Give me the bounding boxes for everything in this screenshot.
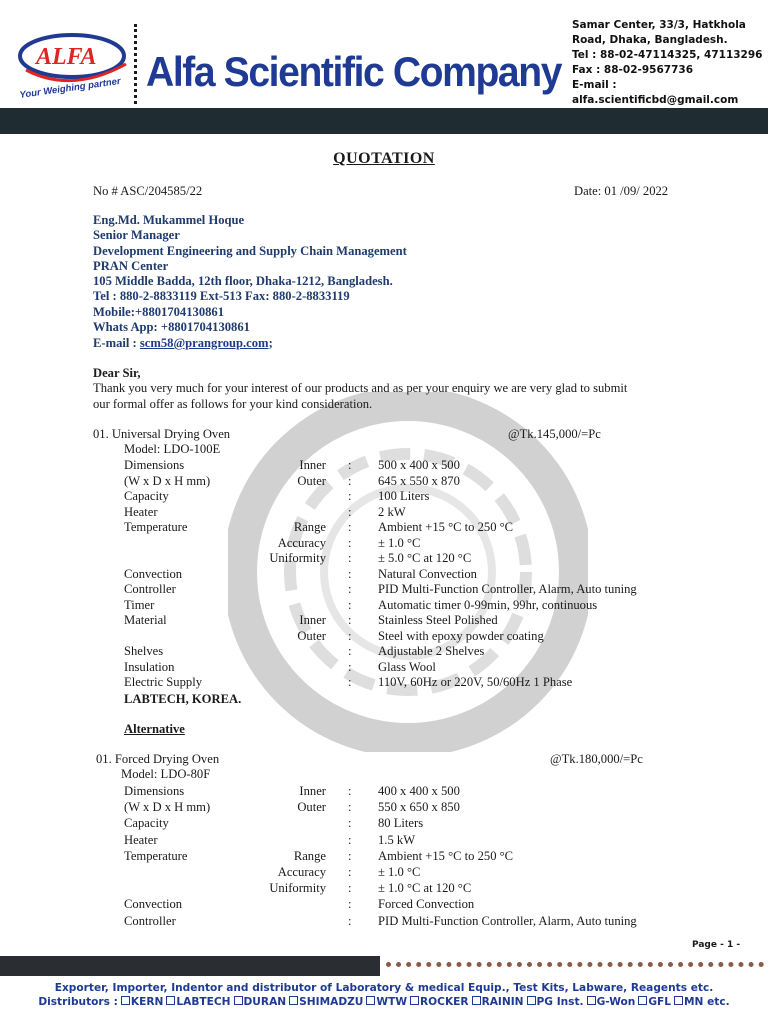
spec-label: Temperature xyxy=(124,848,188,863)
address-line: Road, Dhaka, Bangladesh. xyxy=(572,34,728,46)
spec-value: Stainless Steel Polished xyxy=(378,613,498,627)
alternative-heading: Alternative xyxy=(124,722,185,736)
spec-colon: : xyxy=(348,881,352,896)
checkbox-icon xyxy=(587,996,596,1005)
spec-colon: : xyxy=(348,551,352,565)
spec-label: Dimensions xyxy=(124,784,185,798)
spec-colon: : xyxy=(348,832,352,847)
page-number: Page - 1 - xyxy=(692,940,741,950)
intro-line: our formal offer as follows for your kind consideration. xyxy=(93,397,373,411)
document-date: Date: 01 /09/ 2022 xyxy=(574,184,669,198)
recipient-whatsapp: Whats App: +8801704130861 xyxy=(93,320,250,334)
spec-label: Capacity xyxy=(124,816,169,831)
footer-bar xyxy=(0,956,380,976)
distributor-name: RAININ xyxy=(481,996,524,1008)
spec-value: ± 1.0 °C xyxy=(378,535,421,550)
document-title: QUOTATION xyxy=(333,150,435,167)
spec-value: Forced Convection xyxy=(378,897,475,912)
item-model: Model: LDO-80F xyxy=(121,767,211,781)
header-bar xyxy=(0,108,768,134)
spec-colon: : xyxy=(348,784,352,798)
distributor-name: ROCKER xyxy=(420,996,469,1008)
footer-tagline: Exporter, Importer, Indentor and distributor of Laboratory & medical Equip., Test Kits, Labware, Reagents etc. xyxy=(54,982,714,994)
spec-value: Automatic timer 0-99min, 99hr, continuous xyxy=(378,597,598,612)
item-origin: LABTECH, KOREA. xyxy=(124,692,242,706)
spec-colon: : xyxy=(348,520,352,534)
spec-label: Timer xyxy=(124,597,155,612)
spec-colon: : xyxy=(348,913,352,928)
spec-colon: : xyxy=(348,816,352,831)
spec-value: 550 x 650 x 850 xyxy=(378,800,460,815)
intro-line: Thank you very much for your interest of our products and as per your enquiry we are very glad to submit xyxy=(93,381,628,395)
company-name: Alfa Scientific Company xyxy=(146,48,562,95)
spec-colon: : xyxy=(348,800,352,815)
spec-sublabel: Outer xyxy=(297,473,326,488)
distributors-label: Distributors : xyxy=(38,996,118,1008)
spec-label: Controller xyxy=(124,582,176,596)
spec-label: Dimensions xyxy=(124,458,185,472)
recipient-address: 105 Middle Badda, 12th floor, Dhaka-1212, Bangladesh. xyxy=(93,274,393,288)
checkbox-icon xyxy=(289,996,298,1005)
fax-line: Fax : 88-02-9567736 xyxy=(572,64,694,76)
spec-colon: : xyxy=(348,489,352,503)
phone-line: Tel : 88-02-47114325, 47113296 xyxy=(572,49,763,61)
spec-value: 1.5 kW xyxy=(378,832,416,847)
spec-value: 80 Liters xyxy=(378,816,424,831)
spec-label: Capacity xyxy=(124,489,169,503)
spec-colon: : xyxy=(348,644,352,658)
spec-value: Ambient +15 °C to 250 °C xyxy=(378,848,514,863)
svg-text:Your Weighing partner: Your Weighing partner xyxy=(18,75,122,101)
spec-value: Ambient +15 °C to 250 °C xyxy=(378,520,514,534)
checkbox-icon xyxy=(674,996,683,1005)
spec-sublabel: Outer xyxy=(297,800,326,815)
spec-label: Convection xyxy=(124,566,183,581)
distributor-name: WTW xyxy=(376,996,408,1008)
spec-label: Temperature xyxy=(124,520,188,534)
spec-value: Glass Wool xyxy=(378,659,436,674)
alfa-logo xyxy=(14,28,140,108)
spec-label: Heater xyxy=(124,832,158,847)
email-line: E-mail : alfa.scientificbd@gmail.com xyxy=(572,79,739,106)
spec-colon: : xyxy=(348,613,352,627)
recipient-mobile: Mobile:+8801704130861 xyxy=(93,305,225,319)
spec-sublabel: Accuracy xyxy=(277,535,326,550)
recipient-name: Eng.Md. Mukammel Hoque xyxy=(93,213,245,227)
spec-colon: : xyxy=(348,582,352,596)
item-price: @Tk.180,000/=Pc xyxy=(550,752,643,766)
recipient-tel: Tel : 880-2-8833119 Ext-513 Fax: 880-2-8833119 xyxy=(93,289,350,303)
checkbox-icon xyxy=(366,996,375,1005)
email-label: E-mail : xyxy=(93,336,140,350)
spec-sublabel: Range xyxy=(293,520,326,534)
footer-distributors xyxy=(0,996,768,1008)
spec-colon: : xyxy=(348,597,352,612)
checkbox-icon xyxy=(410,996,419,1005)
email-suffix: ; xyxy=(268,336,273,350)
reference-number: No # ASC/204585/22 xyxy=(93,184,203,198)
distributor-name: SHIMADZU xyxy=(299,996,364,1008)
item-heading: 01. Forced Drying Oven xyxy=(96,752,220,766)
spec-sublabel: Accuracy xyxy=(277,865,326,879)
spec-label: (W x D x H mm) xyxy=(124,473,211,488)
distributor-name: GFL xyxy=(648,996,672,1008)
spec-colon: : xyxy=(348,504,352,519)
item-price: @Tk.145,000/=Pc xyxy=(508,427,601,441)
spec-value: Steel with epoxy powder coating xyxy=(378,628,544,643)
spec-value: 110V, 60Hz or 220V, 50/60Hz 1 Phase xyxy=(378,675,573,689)
spec-label: Electric Supply xyxy=(124,675,202,689)
distributor-name: G-Won xyxy=(596,996,636,1008)
spec-colon: : xyxy=(348,473,352,488)
spec-colon: : xyxy=(348,659,352,674)
spec-label: (W x D x H mm) xyxy=(124,800,211,815)
distributor-name: MN etc. xyxy=(684,996,730,1008)
spec-sublabel: Inner xyxy=(299,458,326,472)
spec-label: Convection xyxy=(124,897,183,912)
spec-value: Adjustable 2 Shelves xyxy=(378,644,485,658)
spec-value: 2 kW xyxy=(378,504,406,519)
spec-colon: : xyxy=(348,535,352,550)
distributor-name: DURAN xyxy=(243,996,287,1008)
address-line: Samar Center, 33/3, Hatkhola xyxy=(572,19,746,31)
spec-value: 500 x 400 x 500 xyxy=(378,458,460,472)
spec-label: Material xyxy=(124,613,167,627)
email-link[interactable]: scm58@prangroup.com xyxy=(139,336,269,350)
spec-value: 400 x 400 x 500 xyxy=(378,784,460,798)
spec-colon: : xyxy=(348,675,352,689)
recipient-org: PRAN Center xyxy=(93,259,169,273)
spec-sublabel: Uniformity xyxy=(269,551,326,565)
spec-label: Controller xyxy=(124,913,176,928)
spec-value: PID Multi-Function Controller, Alarm, Auto tuning xyxy=(378,582,637,596)
spec-value: Natural Convection xyxy=(378,566,477,581)
checkbox-icon xyxy=(166,996,175,1005)
distributors-list xyxy=(118,996,730,1008)
checkbox-icon xyxy=(638,996,647,1005)
checkbox-icon xyxy=(527,996,536,1005)
checkbox-icon xyxy=(472,996,481,1005)
item-model: Model: LDO-100E xyxy=(124,442,221,456)
spec-colon: : xyxy=(348,566,352,581)
spec-sublabel: Range xyxy=(293,848,326,863)
spec-sublabel: Inner xyxy=(299,613,326,627)
spec-label: Shelves xyxy=(124,644,164,658)
spec-label: Insulation xyxy=(124,659,175,674)
recipient-email-line xyxy=(93,336,273,351)
spec-value: 645 x 550 x 870 xyxy=(378,473,460,488)
spec-colon: : xyxy=(348,848,352,863)
distributor-name: KERN xyxy=(130,996,164,1008)
checkbox-icon xyxy=(121,996,130,1005)
distributor-name: LABTECH xyxy=(176,996,231,1008)
spec-colon: : xyxy=(348,628,352,643)
spec-value: PID Multi-Function Controller, Alarm, Auto tuning xyxy=(378,913,637,928)
checkbox-icon xyxy=(234,996,243,1005)
spec-value: 100 Liters xyxy=(378,489,430,503)
spec-value: ± 5.0 °C at 120 °C xyxy=(378,551,472,565)
footer-dotted-line xyxy=(386,962,764,967)
spec-value: ± 1.0 °C xyxy=(378,865,421,879)
header-divider xyxy=(134,24,140,104)
spec-colon: : xyxy=(348,865,352,879)
salutation: Dear Sir, xyxy=(93,366,141,380)
distributor-name: PG Inst. xyxy=(536,996,584,1008)
item-heading: 01. Universal Drying Oven xyxy=(93,427,231,441)
svg-text:ALFA: ALFA xyxy=(36,44,97,70)
spec-label: Heater xyxy=(124,504,158,519)
spec-colon: : xyxy=(348,897,352,912)
spec-colon: : xyxy=(348,458,352,472)
spec-value: ± 1.0 °C at 120 °C xyxy=(378,881,472,896)
spec-sublabel: Outer xyxy=(297,628,326,643)
spec-sublabel: Uniformity xyxy=(269,881,326,896)
recipient-department: Development Engineering and Supply Chain Management xyxy=(93,244,407,258)
recipient-title: Senior Manager xyxy=(93,228,180,242)
spec-sublabel: Inner xyxy=(299,784,326,798)
